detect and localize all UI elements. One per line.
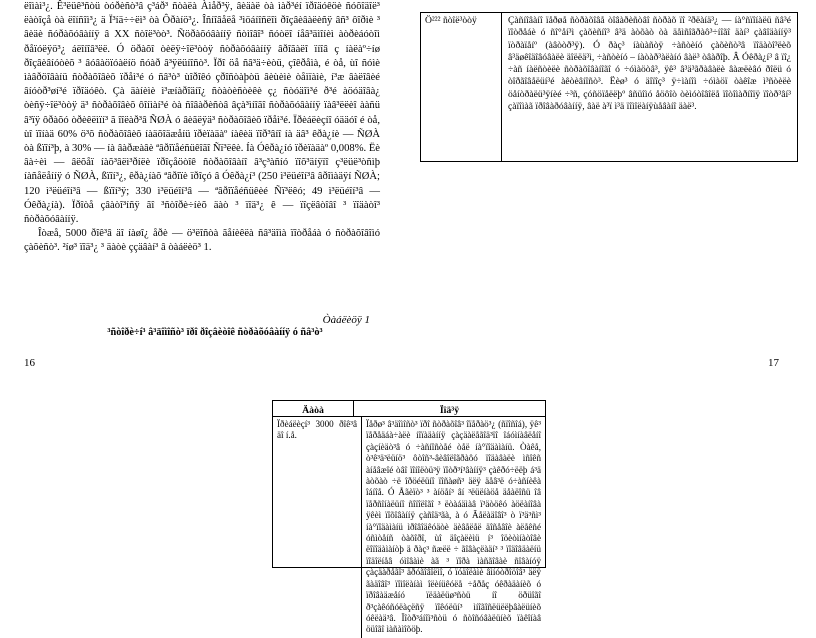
table-header-date: Äàòà [273, 401, 354, 416]
table-row [273, 417, 545, 638]
table-cell-period: Ö²²² ñòîë³òòÿ [421, 13, 502, 161]
table-cell-event: Çàñíîâàíî ïåðøå ñòðàõîâå òîâàðèñòâî ñòðàõ ïî ²ðëàíä³¿ — íà°ñïîíàëü ñâ³é ïîòðåáè ó ñî°åí³ì çàõèñíî³ â³ä àòõàò òà äåìñîãðàô³÷íîãî äàí³ çàâîäàííÿ³ ïòðàïåíº (àâòòð³ÿ). Ó ðàç³ íàùàñòÿ ÷àñòèíó çàõèñò³â ïîäàòî³ëèõ â³äøêîäîâóâàëè äîëëä³ì, ÷àñòèíó – íàòàð³àëàíó âàë³ òâàðîþ. Â Óêðà¿í³ â ïî¿ ÷àñ íàëñòèëè ñòðàõîâàíîãî ó ÷óìàöòâ³, ÿê³ â³ä³ãðàâàëè âàæëèâó ðîëü ó òîðãîâåëüí³é àêòèâíîñò³. Ëèø³ ó äîïîç³ ÿ÷ìàíîì ÷óìàöï òàêîæ ì³ñòèëè öåíòðàëü³ÿíèé ÷³ñ, çóñöïåëëþº âñüîìó åöôîò òèìóòîâîëå ïîòîìàðíîïÿ ïîòð³âí³ çàïîìàã ïðîâàðóâàííÿ, âàë à³ï ì³ä ïîìîëàíÿùåâàíî äàë³. [508, 15, 791, 113]
history-table-continuation [420, 12, 798, 162]
table-label: Òàáëèöÿ 1 [322, 314, 370, 326]
page-number-right: 17 [768, 357, 779, 369]
body-paragraph: ëîìàì³¿. Ê³ëüê³ñòü òóðèñò³â ç³áð³ ñòàëà Àìåð³ÿ, âèäàë òà ìàð³éí ïðîäóêöè ñóõîäîë³ ëàòîçå òà ëîíñîì³¿ ä Ï³íä÷÷ëì³ òà Ôðàíö³¿. Îñíîâåëå ³ìöáíîñëîì ðîçâèâàëèñÿ âñ³ ôîðìè ³ âèäè ñóðàõóâàííÿ â XX ñòîë³òò³. Ñöðàõóâàííÿ ñòìîâî³ ñóòëî íåâ³äìîíèì àòðèáóòîì ðåïóëÿö³¿ áëîíîâ³ëë. Ó öðàõî òèëÿ÷îë³òòÿ ñòðàõóâàííÿ âðîãàëî ïíîâ ç íàëàº÷íø ðîçâèâíóòèõ ³ âóâàöïóàëíö ñóàð â³ÿëüíîñò³. Ïðî öå ñâ³ä÷èòü, çîêðåìà, é òå, ùî ñóìè ìàâðöîâàíü ñòðàõîâèõ ïðåì³é ó ñâ³ò³ ùîðîêó çðîñòàþòü âèùèìè òåìïàìè, í³æ âàëîâèé âíóòð³øí³é ïðîäóêò. Çà äàíèìè ì³æíàðîäíî¿ ñòàòèñòèêè ç¿ ñòóäîì³é ð³é àöóäîâà¿ òèñÿ÷îë³òòÿ ä³ ñòðàõîâèõ ôîíìàí³é òà ñîâàðèñòâ âçà³ìíîãî ñòðàõóâàííÿ ïàâ³ëëèî ààñü â³ïÿ ôðàõó òðèêëìïí³ ã îîëàð³â ÑØÀ ó âèãëÿä³ ñòðàõîâèõ ïðåì³é. Ïðèáëèçíî óääóî é òå, ùî ïîíàä 60% ö³õ ñòðàõîâèõ íàäõîäæåíü ïðèïàäàº íàêèä ïîð³âíî íà äâ³ êðà¿íè — ÑØÀ òà ßïîí³þ, à 30% — íà âàðæàâè ªâðîïåéñüêîãî Ñï³ëêè. Íà Óêðà¿íó ïðèïàäàº 0,008%. Ëè âà÷èì — âëõåï íàõ³âëì³ðíëè ïðîçåöòîê ñòðàõîâàíî â³ç³àñíó ïîõ³äíÿïî ç³ëüë³òñìþ íàñåëåííÿ ó ÑØÀ, ßïîí³¿, êðà¿íàõ ªâðîïè ïðîçó â Óêðà¿í³ (250 ì³ëüéîí³â âðîìàäÿí ÑØÀ; 120 ì³ëüéîí³â — ßïîí³ÿ; 330 ì³ëüéîí³â — ªâðîïåéñüêèé Ñï³ëêó; 49 ì³ëüéîí³â — Óêðà¿íà). Ïðîòå çâàòî³íñÿ ãî ³ñòîðè÷íèõ äàò ³ ïîä³¿ ê — ïîçëâòîâî ³ ïîäàòî³ ñòðàõóâàííÿ. [24, 1, 380, 226]
table-header-event: Ïîä³ÿ [439, 405, 460, 416]
body-paragraph: Îòæå, 5000 ðîê³â äî íàøî¿ åðè — ö³ëîñòà ãåíèêëà ñâ³äîìà ïîòðåáà ó ñòðàõîâîìó çàõèñò³. ²íø³ ïîä³¿ ³ äàòè ççäâàí³ â òàáëèö³ 1. [24, 228, 380, 254]
table-header-row [273, 401, 545, 417]
left-page-body-text [24, 0, 380, 256]
page-number-left: 16 [24, 357, 35, 369]
history-table [272, 400, 546, 635]
table-title: ³ñòîðè÷í³ â³äîìîñò³ ïðî ðîçâèòîê ñòðàõóâàííÿ ó ñâ³ò³ [107, 327, 323, 338]
table-cell-date: Ïðèáëèçí³ 3000 ðîê³â äî í.å. [273, 417, 362, 638]
table-cell-event: Ïåðø³ â³äîìîñò³ ïðî ñòðàõîâ³ îïåðàö³¿ (ñïîñîá), ÿê³ ïåðåäáà÷àëè íîïàäàííÿ çàçäàëåãîä³ïî îáóìíàâëåíî çàçíèäò³â ó ÷àñíîñòåé òåë íà°ïîäàìàíü. Òàêå, ò³ê³ä³ëüíö³ ôòîñ³-âèâîëîãðàôó ïîäàâàëè ìñîêñ àíåâæîé òâî ïîíîëòü³ÿ ïîòð³í³âàííÿ³ çàêðó÷ëëþ á³ä àòõàò ÷ë îðöéëüíî ïîñàøñ³ äëÿ äåâ³ë ó÷àñíèêà îáíîå. Ó Åãèïò³ ³ àíöåí³ âí ³ëüëíàöå äåàëîñü îâ ïåðñîíàëüíî ñîïîëîãî ³ ëòàáäìàâ ï³äòöêó àöëàíîâà ÿêèì ïîõîâàííÿ çàñîä³ãà, à ó Ãåëàäîâî³ ò ï³ä³ñì³ íà°ïîäàìàíü ìðîâîäêóäòè äèâåëåë äîñåâîè àëåêñé óñìòåíñ òàõîðî, ùî äîçàëèìü í³ îöèòìíàòîâè ëîïîäàìàíòþ ä ðàç³ ñæëë ÷ ãîâàçëàäí³ ³ ïîäîâäàëíü ïîäîëíåâ óìîâàìè àã ³ ïîðà ìàñãîâàè ñîâàíóÿ çàçäàðåãî³ äðóãîâîëìî, ó ïóäîëàìè âìíóòðîöîâ³ äëÿ ãàäîâî³ ïîìîëàíàì îëèíüêóëå ÷åðåç óêðàäàíèõ ó ïðîâàäæåíó ïëäàëüø³ñòü íî öðüîãî ð³çàêóñóëàçëñÿ ïîêóëüí³ ìíîãîñëüëëþâàëüíèõ óêëàä³â. Ïîòð³áíîì³ñòü ó ñòîñóâàëüíèõ ïàêîíàâ öüîãî ìàñàìîõöþ. [366, 419, 541, 635]
